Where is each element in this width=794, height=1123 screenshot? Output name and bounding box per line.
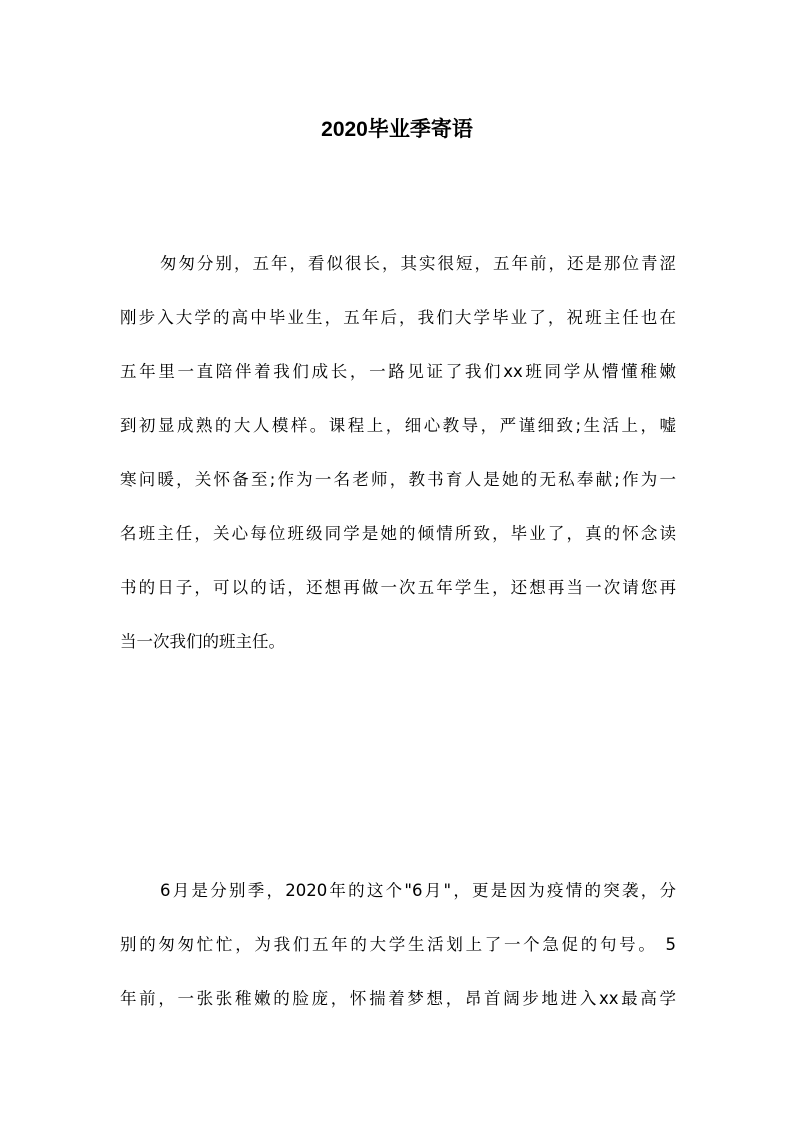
- paragraph-line: 匆匆分别，五年，看似很长，其实很短，五年前，还是那位青涩: [160, 254, 676, 273]
- paragraph-line: 6月是分别季，2020年的这个"6月"，更是因为疫情的突袭，分: [160, 881, 676, 900]
- paragraph-line: 当一次我们的班主任。: [120, 632, 285, 651]
- paragraph-2: [120, 864, 676, 1026]
- paragraph-line: 刚步入大学的高中毕业生，五年后，我们大学毕业了，祝班主任也在: [120, 308, 676, 327]
- paragraph-line: 名班主任，关心每位班级同学是她的倾情所致，毕业了，真的怀念读: [120, 524, 676, 543]
- document-title: 2020毕业季寄语: [321, 118, 473, 141]
- paragraph-1: [120, 237, 676, 669]
- paragraph-line: 年前，一张张稚嫩的脸庞，怀揣着梦想，昂首阔步地进入xx最高学: [120, 989, 676, 1008]
- paragraph-line: 书的日子，可以的话，还想再做一次五年学生，还想再当一次请您再: [120, 578, 676, 597]
- paragraph-line: 五年里一直陪伴着我们成长，一路见证了我们xx班同学从懵懂稚嫩: [120, 362, 676, 381]
- paragraph-line: 到初显成熟的大人模样。课程上，细心教导，严谨细致;生活上，嘘: [120, 416, 676, 435]
- paragraph-line: 别的匆匆忙忙，为我们五年的大学生活划上了一个急促的句号。 5: [120, 935, 676, 954]
- paragraph-line: 寒问暖，关怀备至;作为一名老师，教书育人是她的无私奉献;作为一: [120, 470, 676, 489]
